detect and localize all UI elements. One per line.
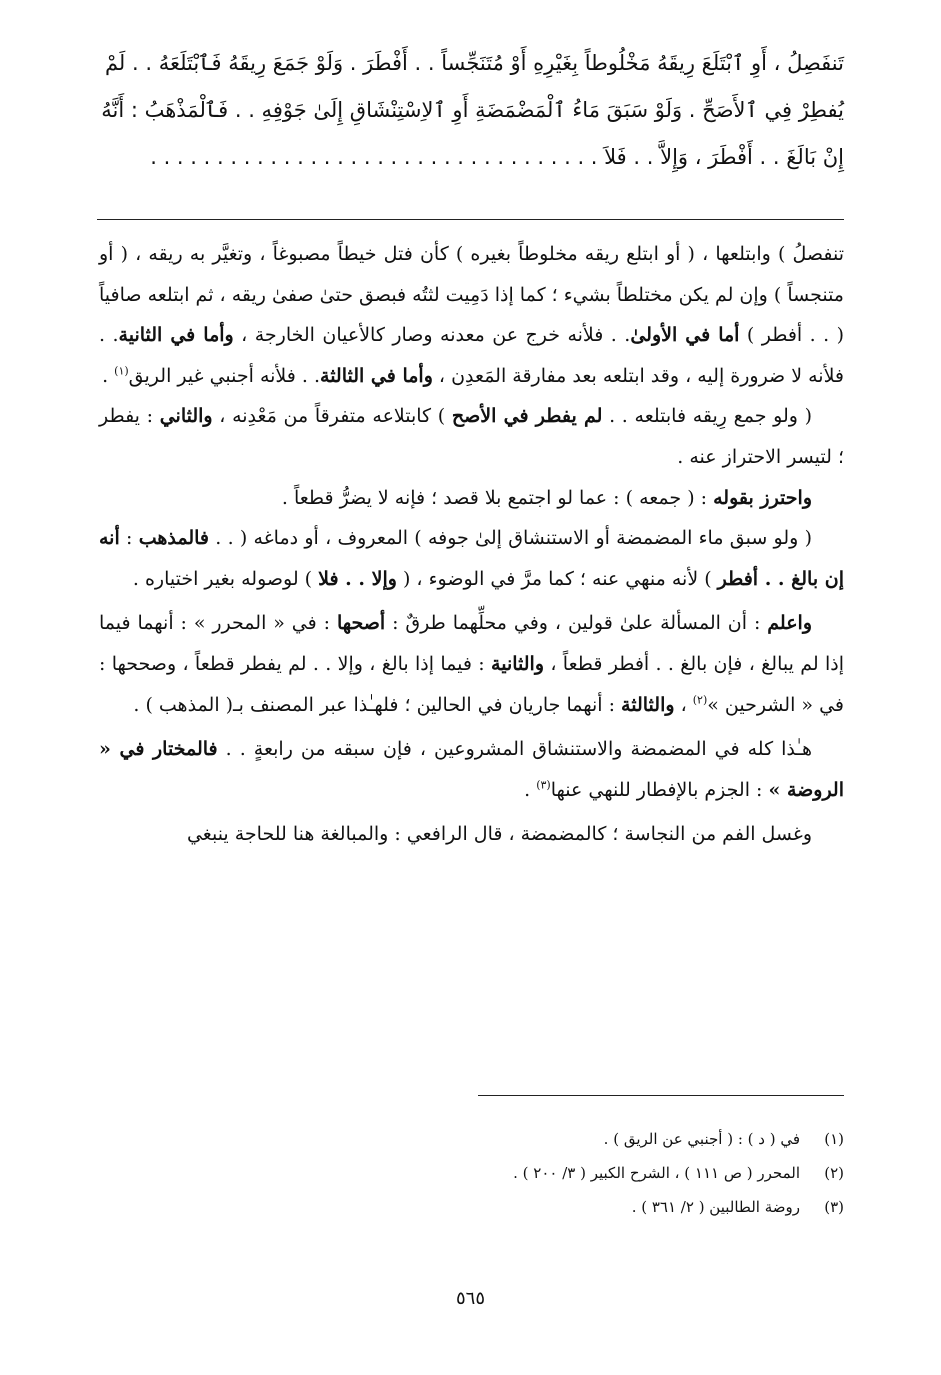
sharh-text bbox=[99, 234, 844, 855]
bold-run: والثاني bbox=[159, 405, 213, 428]
footnote-1 bbox=[99, 1122, 844, 1156]
sharh-paragraph-6 bbox=[99, 729, 844, 810]
sharh-paragraph-3 bbox=[99, 478, 844, 519]
text-run: . bbox=[102, 364, 115, 387]
matn-line-1: تَنفَصِلُ ، أَوِ ٱبْتَلَعَ رِيقَهُ مَخْلُوطاً بِغَيْرِهِ أَوْ مُتَنَجِّساً . . أَفْطَرَ . وَلَوْ جَمَعَ رِيقَهُ فَٱبْتَلَعَهُ . . لَمْ bbox=[104, 51, 844, 75]
text-run: ) كابتلاعه متفرقاً من مَعْدِنه ، bbox=[212, 405, 452, 428]
bold-run: أصحها bbox=[336, 612, 386, 635]
text-run: . . فلأنه خرج عن معدنه وصار كالأعيان الخارجة ، bbox=[233, 324, 631, 347]
text-run: ) لأنه منهي عنه ؛ كما مرَّ في الوضوء ، ( bbox=[396, 567, 718, 590]
bold-run: فالمختار في « الروضة » bbox=[99, 738, 844, 801]
footnote-marker: (٢) bbox=[692, 693, 708, 707]
text-run: . bbox=[524, 778, 537, 801]
sharh-paragraph-7 bbox=[99, 814, 844, 855]
footnotes bbox=[99, 1122, 844, 1224]
footnote-separator-rule bbox=[478, 1095, 844, 1096]
text-run: : bbox=[119, 527, 139, 550]
text-run: ، bbox=[674, 693, 693, 716]
matn-text bbox=[99, 40, 844, 181]
text-run: ) لوصوله بغير اختياره . bbox=[132, 567, 319, 590]
text-run: : يفطر ؛ لتيسر الاحتراز عنه . bbox=[99, 405, 844, 468]
bold-run: أنه إن بالغ . . أفطر bbox=[99, 527, 844, 590]
text-run: : ( جمعه ) : عما لو اجتمع بلا قصد ؛ فإنه لا يضرُّ قطعاً . bbox=[281, 486, 714, 509]
text-run: : الجزم بالإفطار للنهي عنها bbox=[550, 778, 769, 801]
footnote-2 bbox=[99, 1156, 844, 1190]
sharh-paragraph-4 bbox=[99, 518, 844, 599]
matn-line-3: إِنْ بَالَغَ . . أَفْطَرَ ، وَإِلاَّ . . فَلاَ . . . . . . . . . . . . . . . . . . . . . . . . . . . . . . . . . . bbox=[150, 145, 844, 169]
text-run: . . فلأنه لا ضرورة إليه ، وقد ابتلعه بعد مفارقة المَعدِن ، bbox=[99, 324, 844, 387]
text-run: تنفصلُ ) وابتلعها ، ( أو ابتلع ريقه مخلوطاً بغيره ) كأن فتل خيطاً مصبوغاً ، وتغيَّر به ريقه ، ( أو متنجساً ) وإن لم يكن مختلطاً بشيء ؛ كما إذا دَمِيت لثتُه فبصق حتىٰ صفىٰ ريقه ، ثم ابتلعه صافياً ( . . أفطر ) bbox=[99, 243, 845, 347]
text-run: : أن المسألة علىٰ قولين ، وفي محلِّهما طرقٌ : bbox=[385, 612, 768, 635]
footnote-number: (٢) bbox=[824, 1164, 844, 1182]
bold-run: أما في الأولىٰ bbox=[630, 324, 740, 347]
bold-run: والثالثة bbox=[621, 693, 675, 716]
text-run: هـٰذا كله في المضمضة والاستنشاق المشروعين ، فإن سبقه من رابعةٍ . . bbox=[217, 738, 812, 761]
text-run: : أنهما جاريان في الحالين ؛ فلهـٰذا عبر المصنف بـ( المذهب ) . bbox=[133, 693, 622, 716]
text-run: : فيما إذا بالغ ، وإلا . . لم يفطر قطعاً ، وصححها : في « الشرحين » bbox=[99, 652, 844, 716]
sharh-paragraph-5 bbox=[99, 603, 844, 725]
text-run: ( ولو سبق ماء المضمضة أو الاستنشاق إلىٰ جوفه ) المعروف ، أو دماغه ( . . bbox=[209, 527, 812, 550]
bold-run: واحترز بقوله bbox=[713, 486, 812, 509]
bold-run: وأما في الثالثة bbox=[320, 364, 433, 387]
page-number: ٥٦٥ bbox=[455, 1288, 485, 1309]
bold-run: والثانية bbox=[491, 652, 545, 675]
text-run: ( ولو جمع رِيقه فابتلعه . . bbox=[602, 405, 813, 428]
footnote-marker: (٣) bbox=[536, 778, 551, 792]
footnote-text: روضة الطالبين ( ٢/ ٣٦١ ) . bbox=[631, 1198, 800, 1216]
text-run: وغسل الفم من النجاسة ؛ كالمضمضة ، قال الرافعي : والمبالغة هنا للحاجة ينبغي bbox=[186, 823, 812, 846]
bold-run: لم يفطر في الأصح bbox=[451, 405, 603, 428]
matn-separator-rule bbox=[97, 219, 844, 220]
footnote-number: (١) bbox=[824, 1130, 844, 1148]
sharh-paragraph-1 bbox=[99, 234, 844, 396]
text-run: . . فلأنه أجنبي غير الريق bbox=[128, 364, 321, 387]
bold-run: فالمذهب bbox=[138, 527, 209, 550]
bold-run: واعلم bbox=[767, 612, 813, 635]
footnote-text: المحرر ( ص ١١١ ) ، الشرح الكبير ( ٣/ ٢٠٠ ) . bbox=[513, 1164, 800, 1182]
footnote-text: في ( د ) : ( أجنبي عن الريق ) . bbox=[603, 1130, 800, 1148]
bold-run: وإلا . . فلا bbox=[318, 567, 397, 590]
bold-run: وأما في الثانية bbox=[118, 324, 234, 347]
text-run: : في « المحرر » : أنهما فيما إذا لم يبالغ ، فإن بالغ . . أفطر قطعاً ، bbox=[99, 612, 844, 675]
footnote-number: (٣) bbox=[824, 1198, 844, 1216]
matn-line-2: يُفطِرْ فِي ٱلأَصَحِّ . وَلَوْ سَبَقَ مَاءُ ٱلْمَضْمَضَةِ أَوِ ٱلاِسْتِنْشَاقِ إِلَىٰ جَوْفِهِ . . فَٱلْمَذْهَبُ : أَنَّهُ bbox=[101, 98, 844, 122]
footnote-marker: (١) bbox=[114, 364, 129, 378]
sharh-paragraph-2 bbox=[99, 396, 844, 477]
footnote-3 bbox=[99, 1190, 844, 1224]
